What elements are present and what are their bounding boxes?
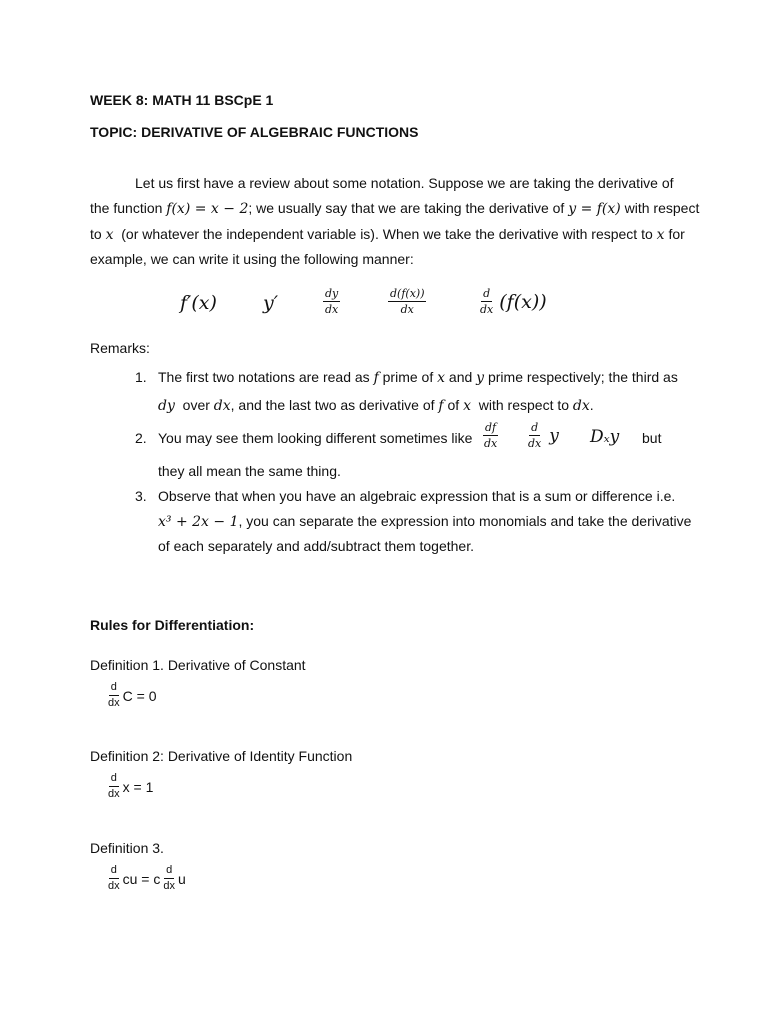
remark-2-but: but <box>642 430 662 446</box>
remark-2-text: You may see them looking different sometimes like <box>158 430 473 446</box>
remark-2-number: 2. <box>135 430 147 446</box>
notation-dx-y: Dₓy <box>590 427 620 447</box>
definition-3-formula: $\frac{d}{dx}$ cu = c $\frac{d}{dx}$ u <box>108 864 186 892</box>
definition-1-title: Definition 1. Derivative of Constant <box>90 657 306 673</box>
notation-dfx-dx: $\frac{d(f(x))}{dx}$ <box>390 287 425 316</box>
week-heading: WEEK 8: MATH 11 BSCpE 1 <box>90 92 274 108</box>
remark-3-line-1: Observe that when you have an algebraic expression that is a sum or difference i.e. <box>158 488 676 504</box>
notation-df-dx: $\frac{df}{dx}$ <box>483 421 498 450</box>
intro-line-4: example, we can write it using the following manner: <box>90 251 414 267</box>
remark-3-number: 3. <box>135 488 147 504</box>
remarks-label: Remarks: <box>90 340 150 356</box>
notation-d-dx-fx: $\frac{d}{dx}$ (f(x)) <box>480 287 547 316</box>
notation-y-prime: y′ <box>263 292 279 314</box>
rules-heading: Rules for Differentiation: <box>90 617 255 633</box>
remark-3-line-2: x³ + 2x − 1, you can separate the expression into monomials and take the derivative <box>158 513 692 530</box>
definition-1-formula: $\frac{d}{dx}$ C = 0 <box>108 681 157 709</box>
intro-line-2: the function f(x) = x − 2; we usually say that we are taking the derivative of y = f(x) with respect <box>90 200 700 217</box>
remark-3-line-3: of each separately and add/subtract them together. <box>158 538 474 554</box>
definition-2-title: Definition 2: Derivative of Identity Function <box>90 748 353 764</box>
remark-1-line-1: The first two notations are read as f prime of x and y prime respectively; the third as <box>158 369 678 386</box>
notation-f-prime: f′(x) <box>180 292 217 314</box>
notation-d-dx-y: $\frac{d}{dx}$ y <box>528 421 559 450</box>
topic-heading: TOPIC: DERIVATIVE OF ALGEBRAIC FUNCTIONS <box>90 124 419 140</box>
intro-line-1: Let us first have a review about some notation. Suppose we are taking the derivative of <box>135 175 674 191</box>
definition-2-formula: $\frac{d}{dx}$ x = 1 <box>108 772 154 800</box>
intro-line-3: to x (or whatever the independent variable is). When we take the derivative with respect to x for <box>90 226 685 243</box>
notation-dy-dx: $\frac{dy}{dx}$ <box>325 287 339 316</box>
remark-1-number: 1. <box>135 369 147 385</box>
remark-2-line-2: they all mean the same thing. <box>158 463 341 479</box>
remark-1-line-2: dy over dx, and the last two as derivative of f of x with respect to dx. <box>158 397 594 414</box>
definition-3-title: Definition 3. <box>90 840 164 856</box>
